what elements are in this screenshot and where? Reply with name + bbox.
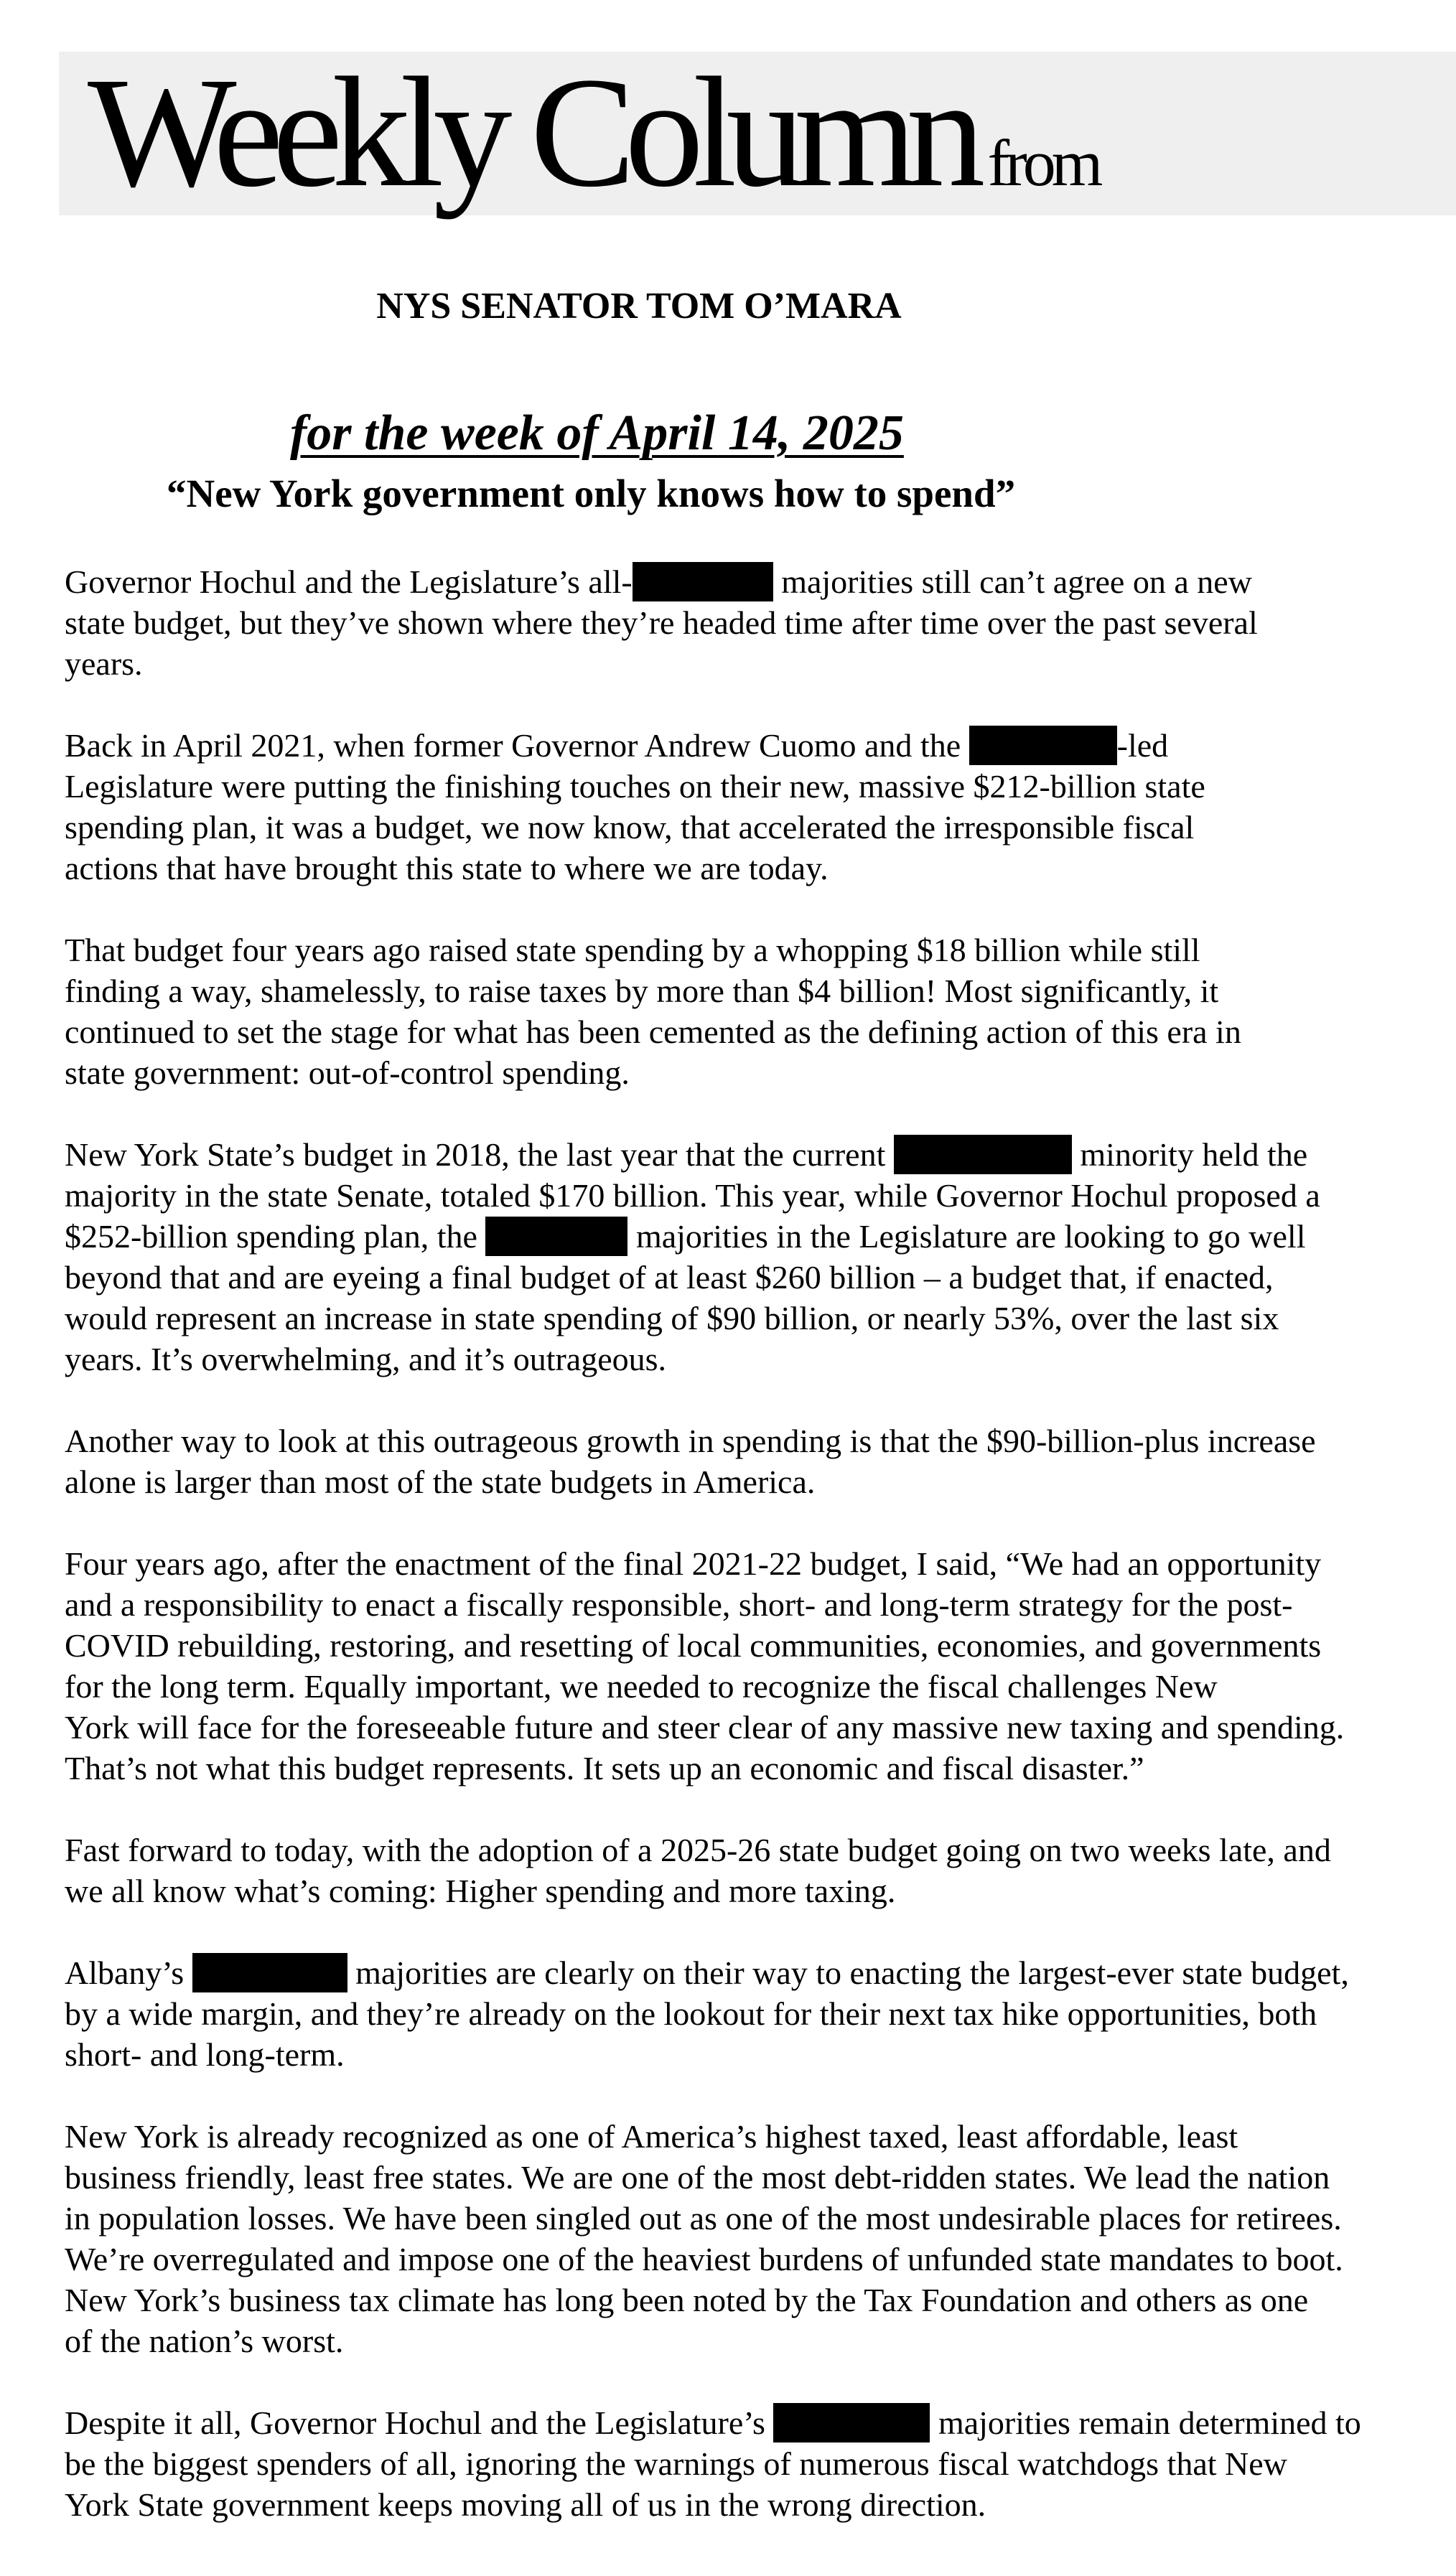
text-segment: of the nation’s worst. xyxy=(65,2323,344,2359)
paragraph-line xyxy=(65,768,1205,805)
text-segment: majorities are clearly on their way to enacting the largest-ever state budget, xyxy=(347,1954,1349,1991)
masthead-title-group xyxy=(88,45,1099,220)
paragraph-line xyxy=(65,2323,343,2359)
paragraph xyxy=(65,1952,1456,2075)
text-segment: would represent an increase in state spending of $90 billion, or nearly 53%, over the last six xyxy=(65,1300,1279,1336)
paragraph-line xyxy=(65,1995,1317,2032)
paragraph-line xyxy=(65,2159,1330,2196)
column-body xyxy=(65,561,1456,2566)
week-line: for the week of April 14, 2025 xyxy=(290,406,904,461)
text-segment: short- and long-term. xyxy=(65,2036,345,2073)
text-segment: state government: out-of-control spending. xyxy=(65,1054,630,1091)
paragraph-line xyxy=(65,1013,1241,1050)
masthead-banner xyxy=(59,45,1456,220)
text-segment: continued to set the stage for what has been cemented as the defining action of this era in xyxy=(65,1013,1241,1050)
text-segment: New York State’s budget in 2018, the last year that the current xyxy=(65,1136,894,1173)
paragraph-line xyxy=(65,1750,1144,1786)
text-segment: years. It’s overwhelming, and it’s outrageous. xyxy=(65,1341,667,1377)
paragraph-line xyxy=(65,2241,1343,2277)
text-segment: years. xyxy=(65,645,143,682)
text-segment: majority in the state Senate, totaled $170 billion. This year, while Governor Hochul proposed a xyxy=(65,1177,1320,1214)
paragraph-line xyxy=(65,2036,345,2073)
text-segment: That budget four years ago raised state spending by a whopping $18 billion while still xyxy=(65,932,1200,968)
text-segment: York will face for the foreseeable future and steer clear of any massive new taxing and spending. xyxy=(65,1709,1345,1746)
paragraph xyxy=(65,1543,1456,1789)
text-segment: for the long term. Equally important, we needed to recognize the fiscal challenges New xyxy=(65,1668,1218,1705)
text-segment: state budget, but they’ve shown where they’re headed time after time over the past several xyxy=(65,604,1258,641)
text-segment: majorities still can’t agree on a new xyxy=(773,563,1252,600)
paragraph-line xyxy=(65,1259,1274,1296)
paragraph xyxy=(65,725,1456,889)
paragraph-line xyxy=(65,1463,815,1500)
redaction-box xyxy=(773,2403,930,2442)
paragraph-line xyxy=(65,1954,1349,1991)
text-segment: Governor Hochul and the Legislature’s all- xyxy=(65,563,633,600)
text-segment: in population losses. We have been singled out as one of the most undesirable places for retirees. xyxy=(65,2200,1342,2237)
paragraph-line xyxy=(65,1586,1293,1623)
paragraph-line xyxy=(65,1709,1344,1746)
text-segment: COVID rebuilding, restoring, and resetting of local communities, economies, and governments xyxy=(65,1627,1322,1664)
redaction-box xyxy=(969,726,1117,765)
text-segment: Another way to look at this outrageous growth in spending is that the $90-billion-plus increase xyxy=(65,1423,1316,1459)
text-segment: finding a way, shamelessly, to raise taxes by more than $4 billion! Most significantly, it xyxy=(65,973,1219,1009)
paragraph xyxy=(65,2116,1456,2361)
paragraph xyxy=(65,1830,1456,1911)
text-segment: New York is already recognized as one of America’s highest taxed, least affordable, least xyxy=(65,2118,1238,2155)
paragraph xyxy=(65,929,1456,1093)
paragraph-line xyxy=(65,932,1200,968)
paragraph-line xyxy=(65,1423,1316,1459)
paragraph-line xyxy=(65,1136,1307,1173)
column-headline: “New York government only knows how to spend” xyxy=(167,472,1016,515)
text-segment: $252-billion spending plan, the xyxy=(65,1218,486,1255)
paragraph-line xyxy=(65,645,143,682)
paragraph-line xyxy=(65,1627,1321,1664)
text-segment: beyond that and are eyeing a final budget of at least $260 billion – a budget that, if enacted, xyxy=(65,1259,1274,1296)
paragraph-line xyxy=(65,2118,1238,2155)
masthead-title: Weekly Column xyxy=(88,45,975,220)
paragraph xyxy=(65,1134,1456,1380)
text-segment: York State government keeps moving all of us in the wrong direction. xyxy=(65,2486,986,2523)
text-segment: We’re overregulated and impose one of the heaviest burdens of unfunded state mandates to boot. xyxy=(65,2241,1343,2277)
text-segment: Back in April 2021, when former Governor Andrew Cuomo and the xyxy=(65,727,969,764)
paragraph-line xyxy=(65,850,829,886)
text-segment: New York’s business tax climate has long been noted by the Tax Foundation and others as one xyxy=(65,2282,1309,2318)
redaction-box xyxy=(192,1953,347,1992)
text-segment: Fast forward to today, with the adoption of a 2025-26 state budget going on two weeks late, and xyxy=(65,1832,1331,1868)
paragraph-line xyxy=(65,1341,666,1377)
text-segment: alone is larger than most of the state budgets in America. xyxy=(65,1463,816,1500)
text-segment: minority held the xyxy=(1071,1136,1308,1173)
paragraph-line xyxy=(65,2486,986,2523)
text-segment: we all know what’s coming: Higher spending and more taxing. xyxy=(65,1873,896,1909)
paragraph-line xyxy=(65,2282,1308,2318)
text-segment: That’s not what this budget represents. It sets up an economic and fiscal disaster.” xyxy=(65,1750,1144,1786)
paragraph-line xyxy=(65,1545,1321,1582)
text-segment: by a wide margin, and they’re already on the lookout for their next tax hike opportunities, both xyxy=(65,1995,1317,2032)
masthead-suffix: from xyxy=(987,126,1099,200)
paragraph-line xyxy=(65,973,1218,1009)
paragraph xyxy=(65,561,1456,684)
paragraph-line xyxy=(65,604,1258,641)
paragraph-line xyxy=(65,809,1194,846)
paragraph-line xyxy=(65,1218,1305,1255)
paragraph-line xyxy=(65,1300,1279,1336)
paragraph-line xyxy=(65,2445,1287,2482)
text-segment: Four years ago, after the enactment of the final 2021-22 budget, I said, “We had an opportunity xyxy=(65,1545,1322,1582)
redaction-box xyxy=(485,1217,627,1256)
text-segment: actions that have brought this state to where we are today. xyxy=(65,850,829,886)
text-segment: Legislature were putting the finishing touches on their new, massive $212-billion state xyxy=(65,768,1205,805)
text-segment: majorities remain determined to xyxy=(930,2404,1361,2441)
text-segment: business friendly, least free states. We are one of the most debt-ridden states. We lead the nation xyxy=(65,2159,1330,2196)
text-segment: -led xyxy=(1116,727,1169,764)
paragraph-line xyxy=(65,1668,1218,1705)
text-segment: Despite it all, Governor Hochul and the Legislature’s xyxy=(65,2404,774,2441)
paragraph xyxy=(65,2402,1456,2525)
paragraph-line xyxy=(65,1873,895,1909)
paragraph-line xyxy=(65,1832,1331,1868)
redaction-box xyxy=(894,1135,1072,1174)
text-segment: majorities in the Legislature are looking to go well xyxy=(627,1218,1306,1255)
text-segment: and a responsibility to enact a fiscally responsible, short- and long-term strategy for the post- xyxy=(65,1586,1293,1623)
paragraph-line xyxy=(65,1177,1320,1214)
text-segment: be the biggest spenders of all, ignoring the warnings of numerous fiscal watchdogs that New xyxy=(65,2445,1287,2482)
paragraph-line xyxy=(65,727,1168,764)
paragraph-line xyxy=(65,2404,1361,2441)
author-line: NYS SENATOR TOM O’MARA xyxy=(376,286,902,327)
paragraph-line xyxy=(65,1054,630,1091)
redaction-box xyxy=(633,562,773,601)
paragraph-line xyxy=(65,563,1252,600)
text-segment: spending plan, it was a budget, we now know, that accelerated the irresponsible fiscal xyxy=(65,809,1195,846)
paragraph xyxy=(65,1420,1456,1502)
paragraph-line xyxy=(65,2200,1342,2237)
text-segment: Albany’s xyxy=(65,1954,192,1991)
